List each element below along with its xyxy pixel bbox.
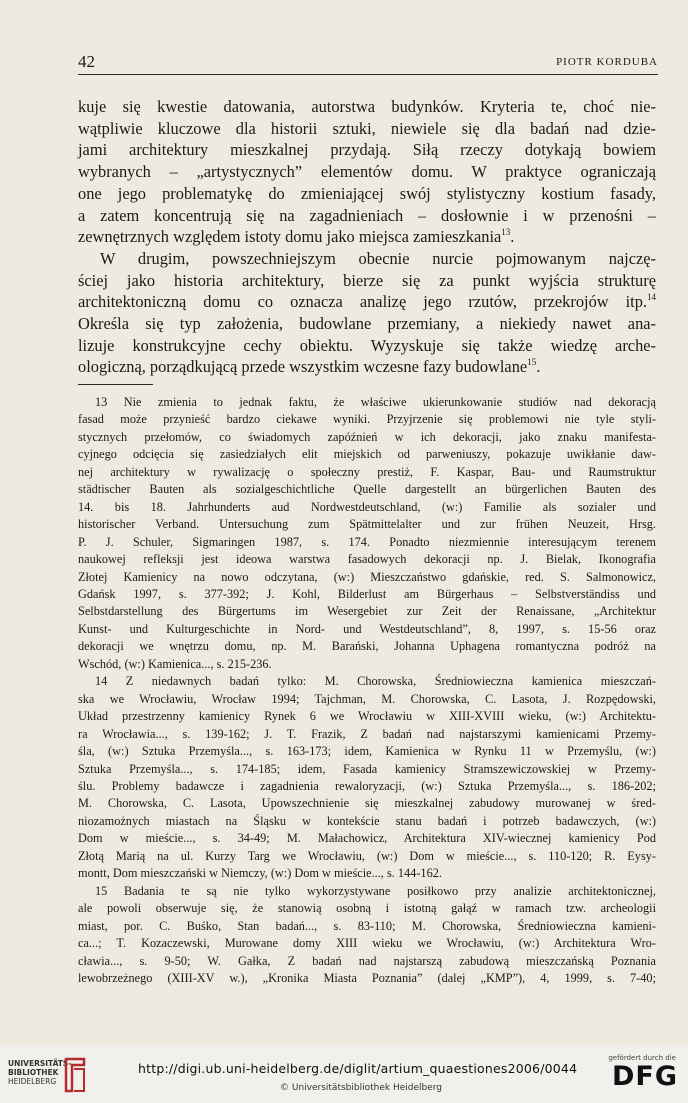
text-line: W drugim, powszechniejszym obecnie nurcie pojmowanym najczę- [100, 248, 656, 268]
text-line: wątpliwie kluczowe dla historii sztuki, niewiele się dla badań nad dzie- [78, 118, 656, 138]
funding-label: gefördert durch die [608, 1054, 676, 1062]
footnote-line: niozamożnych miastach na Śląsku w kontekście stanu badań i potrzeb badawczych, (w:) [78, 813, 656, 828]
footnote-line: ale powoli obserwuje się, że stanowią osobną i istotną gałąź w ramach tzw. archeologii [78, 901, 656, 916]
footnote-line: stycznych przełomów, co świadomych zapóźnień w ich dekoracji, jako znaku manifesta- [78, 429, 656, 444]
text-line: a zatem koncentrują się na zagadnieniach – dosłownie i w przenośni – [78, 205, 656, 225]
dfg-logo: DFG [611, 1061, 678, 1092]
footnote-line: Gdańsk 1997, s. 377-392; J. Kohl, Bilderlust am Bürgerhaus – Selbstverständiss und [78, 586, 656, 601]
footnote-line: P. J. Schuler, Sigmaringen 1987, s. 174. Ponadto niezmiennie interesującym terenem [78, 534, 656, 549]
running-head-author: PIOTR KORDUBA [556, 56, 658, 68]
footnote-line: 14. bis 18. Jahrhunderts aud Nordwestdeutschland, (w:) Familie als sozialer und [78, 499, 656, 514]
running-head [78, 52, 658, 75]
footnote-line: Kunst- und Kulturgeschichte in Nord- und Westdeutschland”, 8, 1997, s. 15-56 oraz [78, 621, 656, 636]
library-name-line: BIBLIOTHEK [8, 1068, 59, 1077]
footnote-ref-15[interactable]: 15 [527, 356, 537, 367]
permalink[interactable]: http://digi.ub.uni-heidelberg.de/diglit/artium_quaestiones2006/0044 [138, 1061, 578, 1076]
footnote-line: Dom w mieście..., s. 34-49; M. Małachowicz, Architektura XIV-wiecznej kamienicy Pod [78, 831, 656, 846]
footnote-ref-13[interactable]: 13 [501, 226, 511, 237]
footnote-divider [78, 384, 153, 385]
text-line: zewnętrznych względem istoty domu jako miejsca zamieszkania$^{13}$. [78, 226, 515, 247]
paragraph-2 [78, 248, 656, 378]
text-line: Określa się typ założenia, budowlane przemiany, a niekiedy nawet ana- [78, 314, 656, 334]
text-line: lizuje konstrukcyjne cechy obiektu. Wyzyskuje się także wiedzę arche- [78, 335, 656, 355]
footnote-line: Selbstdarstellung des Bürgertums im Wesergebiet zur Zeit der Renaissane, „Architektur [78, 604, 656, 619]
footnote-line: ska we Wrocławiu, Wrocław 1994; Tajchman, M. Chorowska, C. Lasota, J. Rozpędowski, [78, 691, 656, 706]
footnote-line: städtischer Bauten als sozialgeschichtliche Quelle dargestellt an bürgerlichen Bauten des [78, 482, 656, 497]
text-line: wybranych – „artystycznych” elementów domu. W praktyce ograniczają [78, 162, 656, 182]
footnote-line: lewobrzeżnego (XIII-XV w.), „Kronika Miasta Poznania” (dalej „KMP”), 4, 1999, s. 7-40; [78, 970, 656, 985]
footnote-line: M. Chorowska, C. Lasota, Upowszechnienie się mieszkalnej zabudowy murowanej w śred- [78, 796, 656, 811]
footnote-line: ra Wrocławia..., s. 139-162; J. T. Frazik, Z badań nad najstarszymi kamienicami Przemy- [78, 726, 656, 741]
footnote-line: historischer Verband. Untersuchung zum Spätmittelalter und zur frühen Neuzeit, Hrsg. [78, 517, 656, 532]
footnote-line: Złotej Kamienicy na nowo odczytana, (w:) Mieszczaństwo gdańskie, red. S. Salmonowicz, [78, 569, 656, 584]
footnote-line: miast, por. C. Buśko, Stan badań..., s. 83-110; M. Chorowska, Średniowieczna kamieni- [78, 918, 656, 933]
library-name-line: UNIVERSITÄTS- [8, 1059, 72, 1068]
footnote-line: 15 Badania te są nie tylko wykorzystywane posiłkowo przy analizie architektonicznej, [95, 883, 656, 898]
text-line: kuje się kwestie datowania, autorstwa budynków. Kryteria te, choć nie- [78, 97, 656, 116]
footnote-line: montt, Dom mieszczański w Niemczy, (w:) Dom w mieście..., s. 144-162. [78, 866, 442, 881]
footnote-line: dekoracji we wnętrzu domu, np. M. Barański, Johanna Uphagena romantyczna podróż na [78, 639, 656, 654]
footnote-line: Sztuka Przemyśla..., s. 174-185; idem, Fasada kamienicy Stramszewiczowskiej w Przemy- [78, 761, 656, 776]
footnote-line: Układ przestrzenny kamienicy Rynek 6 we Wrocławiu w XIII-XVIII wieku, (w:) Architektu- [78, 709, 656, 724]
footnote-line: cławia..., s. 9-50; W. Gałka, Z badań nad najstarszą zabudową mieszczańską Poznania [78, 953, 656, 968]
copyright: © Universitätsbibliothek Heidelberg [280, 1083, 443, 1093]
text-line: architektoniczną domu co oznacza analizę jego rzutów, przekrojów itp.$^{14}$ [78, 291, 656, 312]
footnote-14 [78, 673, 656, 882]
paragraph-1 [78, 96, 656, 248]
footnote-line: nej architektury w rywalizację o społeczny prestiż, F. Kaspar, Bau- und Raumstruktur [78, 464, 656, 479]
footnote-line: 14 Z niedawnych badań tylko: M. Chorowska, Średniowieczna kamienica mieszczań- [95, 674, 656, 689]
page-number: 42 [78, 52, 95, 71]
footnote-line: fasad może przynieść bardzo ciekawe wyniki. Przyjrzenie się problemowi nie tyle styli- [78, 412, 656, 427]
library-footer [0, 1045, 688, 1103]
footnote-15 [78, 883, 656, 988]
footnote-line: Złotą Marią na ul. Kurzy Targ we Wrocławiu, (w:) Dom w mieście..., s. 110-120; R. Eysy- [78, 848, 656, 863]
footnote-13 [78, 394, 656, 673]
footnote-line: 13 Nie zmienia to jednak faktu, że właściwe ukierunkowanie studiów nad dekoracją [95, 395, 656, 409]
footnote-line: cyjnego odcięcia się zasiedziałych elit miejskich od parweniuszy, pokazuje uwikłanie daw- [78, 447, 656, 462]
text-line: ściej jako historia architektury, bierze się za punkt wyjścia strukturę [78, 270, 656, 290]
footnote-line: ślu. Problemy badawcze i zagadnienia rewaloryzacji, (w:) Sztuka Przemyśla..., s. 186-202; [78, 778, 656, 793]
footnote-line: śla, (w:) Sztuka Przemyśla..., s. 163-173; idem, Kamienica w Rynku 11 w Przemyślu, (w:) [78, 744, 656, 759]
text-line: one jego problematykę do zmieniającej swój stylistyczny kostium fasady, [78, 183, 656, 203]
text-line: jami architektury mieszkalnej przydają. Siłą rzeczy dotykają bowiem [78, 140, 656, 160]
footnote-line: Wschód, (w:) Kamienica..., s. 215-236. [78, 656, 272, 671]
body-text [78, 96, 656, 378]
footnotes [78, 394, 656, 987]
text-line: ologiczną, porządkującą przede wszystkim wczesne fazy budowlane$^{15}$. [78, 356, 541, 377]
footnote-line: ca...; T. Kozaczewski, Murowane domy XIII wieku we Wrocławiu, (w:) Architektura Wro- [78, 936, 656, 951]
library-name-line: HEIDELBERG [8, 1077, 57, 1086]
library-logo-icon [60, 1055, 90, 1095]
footnote-ref-14[interactable]: 14 [647, 291, 656, 302]
footnote-line: naukowej refleksji jest ideowa warstwa fasadowych dekoracji np. J. Bielak, Ikonografia [78, 552, 656, 567]
